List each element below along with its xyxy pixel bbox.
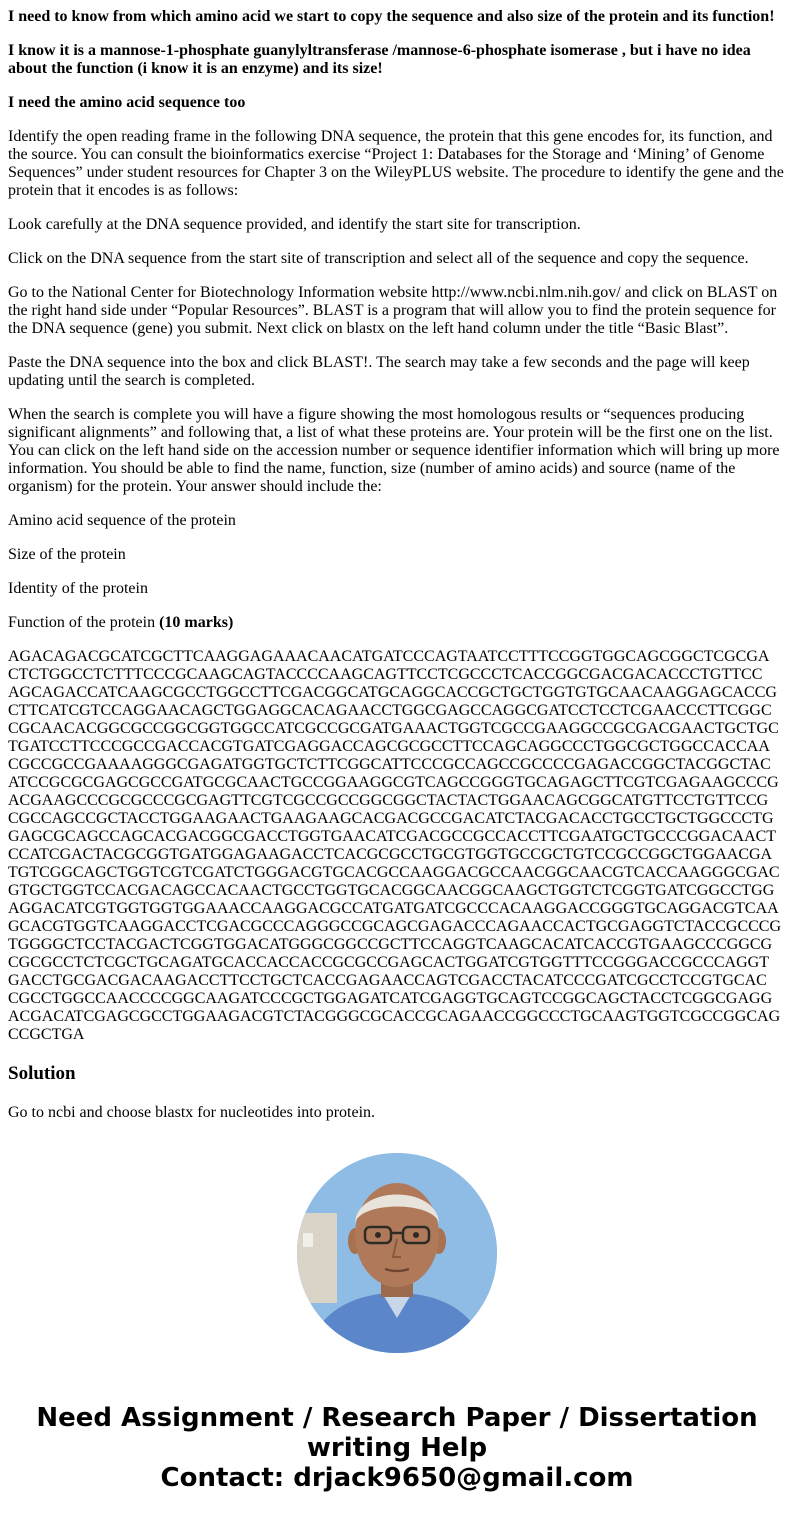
marks-label: (10 marks) <box>159 614 234 631</box>
answer-item-4-label: Function of the protein <box>8 614 156 631</box>
assignment-step-2: Click on the DNA sequence from the start site of transcription and select all of the sequence and copy the sequence. <box>8 250 749 267</box>
assignment-step-4: Paste the DNA sequence into the box and click BLAST!. The search may take a few seconds and the page will keep updating until the search is completed. <box>8 354 750 389</box>
question-line-2: I know it is a mannose-1-phosphate guanylyltransferase /mannose-6-phosphate isomerase , but i have no idea about the function (i know it is an enzyme) and its size! <box>8 42 751 77</box>
dna-sequence: AGACAGACGCATCGCTTCAAGGAGAAACAACATGATCCCAGTAATCCTTTCCGGTGGCAGCGGCTCGCGA CTCTGGCCTCTTTCCCGCAAGCAGTACCCCAAGCAGTTCCTCGCCCTCACCGGCGACGACACCCTGTTCC AGCAGACCATCAAGCGCCTGGCCTTCGACGGCATGCAGGCACCGCTGCTGGTGTGCAACAAGGAGCACCG CTTCATCGTCCAGGAACAGCTGGAGGCACAGAACCTGGCGAGCCAGGCGATCCTCCTCGAACCCTTCGGC CGCAACACGGCGCCGGCGGTGGCCATCGCCGCGATGAAACTGGTCGCCGAAGGCCGCGACGAACTGCTGC TGATCCTTCCCGCCGACCACGTGATCGAGGACCAGCGCGCCTTCCAGCAGGCCCTGGCGCTGGCCACCAA CGCCGCCGAAAAGGGCGAGATGGTGCTCTTCGGCATTCCCGCCAGCCGCCCCGAGACCGGCTACGGCTAC ATCCGCGCGAGCGCCGATGCGCAACTGCCGGAAGGCGTCAGCCGGGTGCAGAGCTTCGTCGAGAAGCCCG ACGAAGCCCGCGCCCGCGAGTTCGTCGCCGCCGGCGGCTACTACTGGAACAGCGGCATGTTCCTGTTCCG CGCCAGCCGCTACCTGGAAGAACTGAAGAAGCACGACGCCGACATCTACGACACCTGCCTGCTGGCCCTG GAGCGCAGCCAGCACGACGGCGACCTGGTGAACATCGACGCCGCCACCTTCGAATGCTGCCCGGACAACT CCATCGACTACGCGGTGATGGAGAAGACCTCACGCGCCTGCGTGGTGCCGCTGTCCGCCGGCTGGAACGA TGTCGGCAGCTGGTCGTCGATCTGGGACGTGCACGCCAAGGACGCCAACGGCAACGTCACCAAGGGCGAC GTGCTGGTCCACGACAGCCACAACTGCCTGGTGCACGGCAACGGCAAGCTGGTCTCGGTGATCGGCCTGG AGGACATCGTGGTGGTGGAAACCAAGGACGCCATGATGATCGCCCACAAGGACCGGGTGCAGGACGTCAA GCACGTGGTCAAGGACCTCGACGCCCAGGGCCGCAGCGAGACCCAGAACCACTGCGAGGTCTACCGCCCG TGGGGCTCCTACGACTCGGTGGACATGGGCGGCCGCTTCCAGGTCAAGCACATCACCGTGAAGCCCGGCG CGCGCCTCTCGCTGCAGATGCACCACCACCGCGCCGAGCACTGGATCGTGGTTTCCGGGACCGCCCAGGT GACCTGCGACGACAAGACCTTCCTGCTCACCGAGAACCAGTCGACCTACATCCCGATCGCCTCCGTGCAC CGCCTGGCCAACCCCGGCAAGATCCCGCTGGAGATCATCGAGGTGCAGTCCGGCAGCTACCTCGGCGAGG ACGACATCGAGCGCCTGGAAGACGTCTACGGGCGCACCGCAGAACCGGCCCTGCAAGTGGTCGCCGGCAG CCGCTGA <box>8 648 782 1043</box>
question-line-3: I need the amino acid sequence too <box>8 94 246 111</box>
author-photo-icon <box>297 1153 497 1353</box>
answer-item-3: Identity of the protein <box>8 580 148 597</box>
answer-item-1: Amino acid sequence of the protein <box>8 512 236 529</box>
solution-heading: Solution <box>8 1063 76 1084</box>
question-line-1: I need to know from which amino acid we start to copy the sequence and also size of the protein and its function! <box>8 8 775 25</box>
answer-item-2: Size of the protein <box>8 546 126 563</box>
banner-line-2: writing Help <box>306 1433 488 1463</box>
avatar <box>297 1153 497 1353</box>
assignment-step-5: When the search is complete you will have a figure showing the most homologous results or “sequences producing significant alignments” and following that, a list of what these proteins are. Your protein will be the first one on the list. You can click on the left hand side on the accession number or sequence identifier information which will bring up more information. You should be able to find the name, function, size (number of amino acids) and source (name of the organism) for the protein. Your answer should include the: <box>8 406 780 495</box>
banner-line-1: Need Assignment / Research Paper / Dissertation <box>36 1403 758 1433</box>
contact-banner <box>0 1403 794 1493</box>
assignment-step-3: Go to the National Center for Biotechnology Information website http://www.ncbi.nlm.nih.gov/ and click on BLAST on the right hand side under “Popular Resources”. BLAST is a program that will allow you to find the protein sequence for the DNA sequence (gene) you submit. Next click on blastx on the left hand column under the title “Basic Blast”. <box>8 284 778 337</box>
answer-item-4 <box>8 614 786 632</box>
assignment-step-1: Look carefully at the DNA sequence provided, and identify the start site for transcription. <box>8 216 581 233</box>
assignment-intro: Identify the open reading frame in the following DNA sequence, the protein that this gene encodes for, its function, and the source. You can consult the bioinformatics exercise “Project 1: Databases for the Storage and ‘Mining’ of Genome Sequences” under student resources for Chapter 3 on the WileyPLUS website. The procedure to identify the gene and the protein that it encodes is as follows: <box>8 128 784 199</box>
solution-text: Go to ncbi and choose blastx for nucleotides into protein. <box>8 1104 376 1121</box>
banner-line-3: Contact: drjack9650@gmail.com <box>160 1463 634 1493</box>
